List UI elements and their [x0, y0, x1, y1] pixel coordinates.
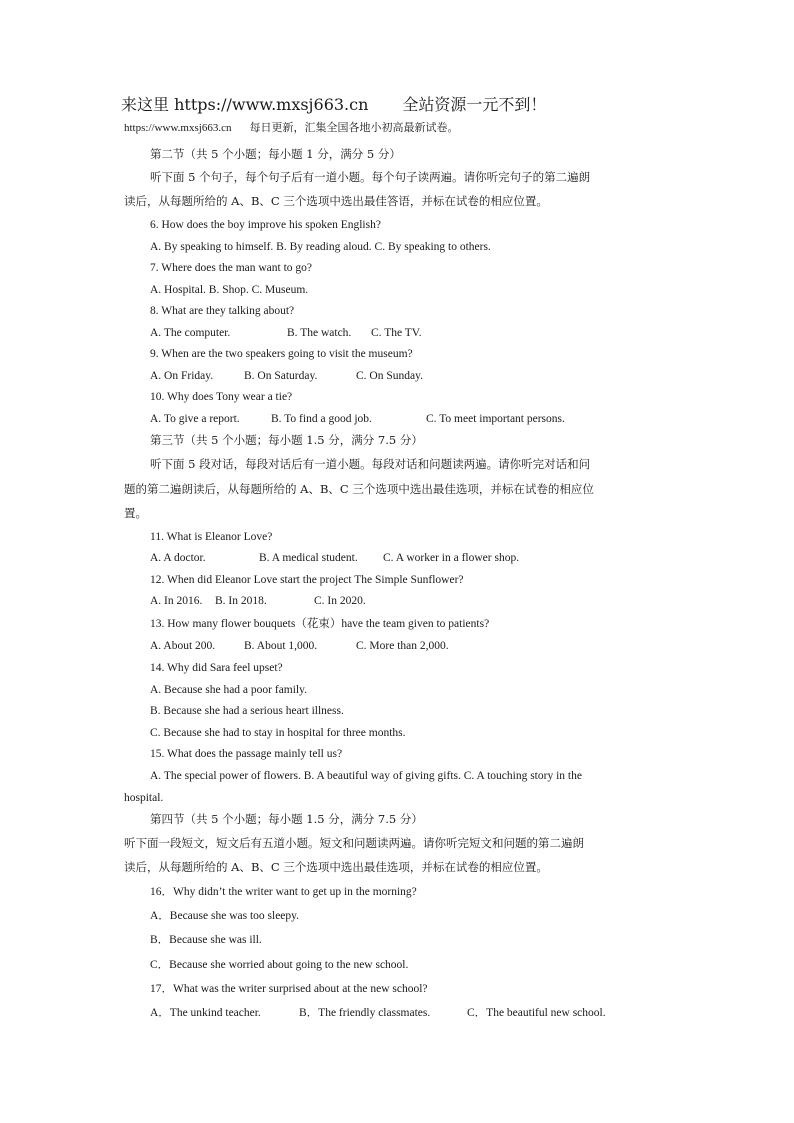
section4-instruction-line1: 听下面一段短文，短文后有五道小题。短文和问题读两遍。请你听完短文和问题的第二遍朗 [124, 836, 584, 850]
q12-option-b: B. In 2018. [215, 595, 267, 607]
question-12: 12. When did Eleanor Love start the project The Simple Sunflower? [150, 574, 464, 586]
q10-option-c: C. To meet important persons. [426, 413, 565, 425]
q9-option-b: B. On Saturday. [244, 370, 318, 382]
q17-option-a: A．The unkind teacher. [150, 1007, 261, 1019]
q16-option-a: A．Because she was too sleepy. [150, 910, 300, 922]
question-13-text: 13. How many flower bouquets（花束）have the team given to patients? [150, 618, 490, 630]
section4-instruction-line2: 读后，从每题所给的 A、B、C 三个选项中选出最佳选项，并标在试卷的相应位置。 [124, 860, 548, 874]
banner-left-text: 来这里 https://www.mxsj663.cn [121, 95, 369, 114]
q9-option-c: C. On Sunday. [356, 370, 423, 382]
question-14: 14. Why did Sara feel upset? [150, 662, 283, 674]
q11-option-a: A. A doctor. [150, 552, 206, 564]
q13-option-c: C. More than 2,000. [356, 640, 449, 652]
q10-option-b: B. To find a good job. [271, 413, 372, 425]
q10-option-a: A. To give a report. [150, 413, 240, 425]
question-13 [150, 616, 489, 632]
q16-option-b: B．Because she was ill. [150, 934, 262, 946]
question-7-options: A. Hospital. B. Shop. C. Museum. [150, 284, 309, 296]
section2-instruction-line2: 读后，从每题所给的 A、B、C 三个选项中选出最佳答语，并标在试卷的相应位置。 [124, 194, 548, 208]
question-10: 10. Why does Tony wear a tie? [150, 391, 293, 403]
section3-instruction-line1: 听下面 5 段对话，每段对话后有一道小题。每段对话和问题读两遍。请你听完对话和问 [150, 457, 591, 471]
question-15: 15. What does the passage mainly tell us? [150, 748, 343, 760]
question-15-options-wrap: hospital. [124, 792, 164, 804]
question-6: 6. How does the boy improve his spoken English? [150, 219, 381, 231]
sub-url: https://www.mxsj663.cn [124, 122, 232, 134]
question-6-options: A. By speaking to himself. B. By reading aloud. C. By speaking to others. [150, 241, 491, 253]
q8-option-c: C. The TV. [371, 327, 422, 339]
q16-option-c: C．Because she worried about going to the new school. [150, 959, 409, 971]
q8-option-b: B. The watch. [287, 327, 352, 339]
banner-right-text: 全站资源一元不到！ [402, 95, 547, 114]
question-11: 11. What is Eleanor Love? [150, 531, 273, 543]
q11-option-c: C. A worker in a flower shop. [383, 552, 520, 564]
q17-option-c: C．The beautiful new school. [467, 1007, 606, 1019]
section3-instruction-line3: 置。 [124, 506, 147, 520]
q9-option-a: A. On Friday. [150, 370, 214, 382]
q12-option-a: A. In 2016. [150, 595, 203, 607]
question-7: 7. Where does the man want to go? [150, 262, 313, 274]
question-8: 8. What are they talking about? [150, 305, 295, 317]
question-17: 17．What was the writer surprised about at the new school? [150, 983, 428, 995]
section3-title: 第三节（共 5 个小题；每小题 1.5 分，满分 7.5 分） [150, 433, 423, 447]
section3-instruction-line2: 题的第二遍朗读后，从每题所给的 A、B、C 三个选项中选出最佳选项，并标在试卷的相应位 [124, 482, 594, 496]
question-9: 9. When are the two speakers going to visit the museum? [150, 348, 413, 360]
section2-instruction-line1: 听下面 5 个句子，每个句子后有一道小题。每个句子读两遍。请你听完句子的第二遍朗 [150, 170, 591, 184]
q11-option-b: B. A medical student. [259, 552, 358, 564]
question-15-options: A. The special power of flowers. B. A beautiful way of giving gifts. C. A touching story in the [150, 770, 582, 782]
sub-text: 每日更新，汇集全国各地小初高最新试卷。 [249, 121, 459, 134]
q17-option-b: B．The friendly classmates. [299, 1007, 431, 1019]
site-subline [124, 120, 458, 136]
q14-option-c: C. Because she had to stay in hospital for three months. [150, 727, 406, 739]
q13-option-a: A. About 200. [150, 640, 216, 652]
section2-title: 第二节（共 5 个小题；每小题 1 分，满分 5 分） [150, 147, 401, 161]
q8-option-a: A. The computer. [150, 327, 231, 339]
section4-title: 第四节（共 5 个小题；每小题 1.5 分，满分 7.5 分） [150, 812, 423, 826]
q14-option-b: B. Because she had a serious heart illness. [150, 705, 344, 717]
site-banner [121, 97, 546, 114]
q12-option-c: C. In 2020. [314, 595, 366, 607]
q13-option-b: B. About 1,000. [244, 640, 318, 652]
q14-option-a: A. Because she had a poor family. [150, 684, 308, 696]
question-16: 16．Why didn’t the writer want to get up in the morning? [150, 886, 417, 898]
